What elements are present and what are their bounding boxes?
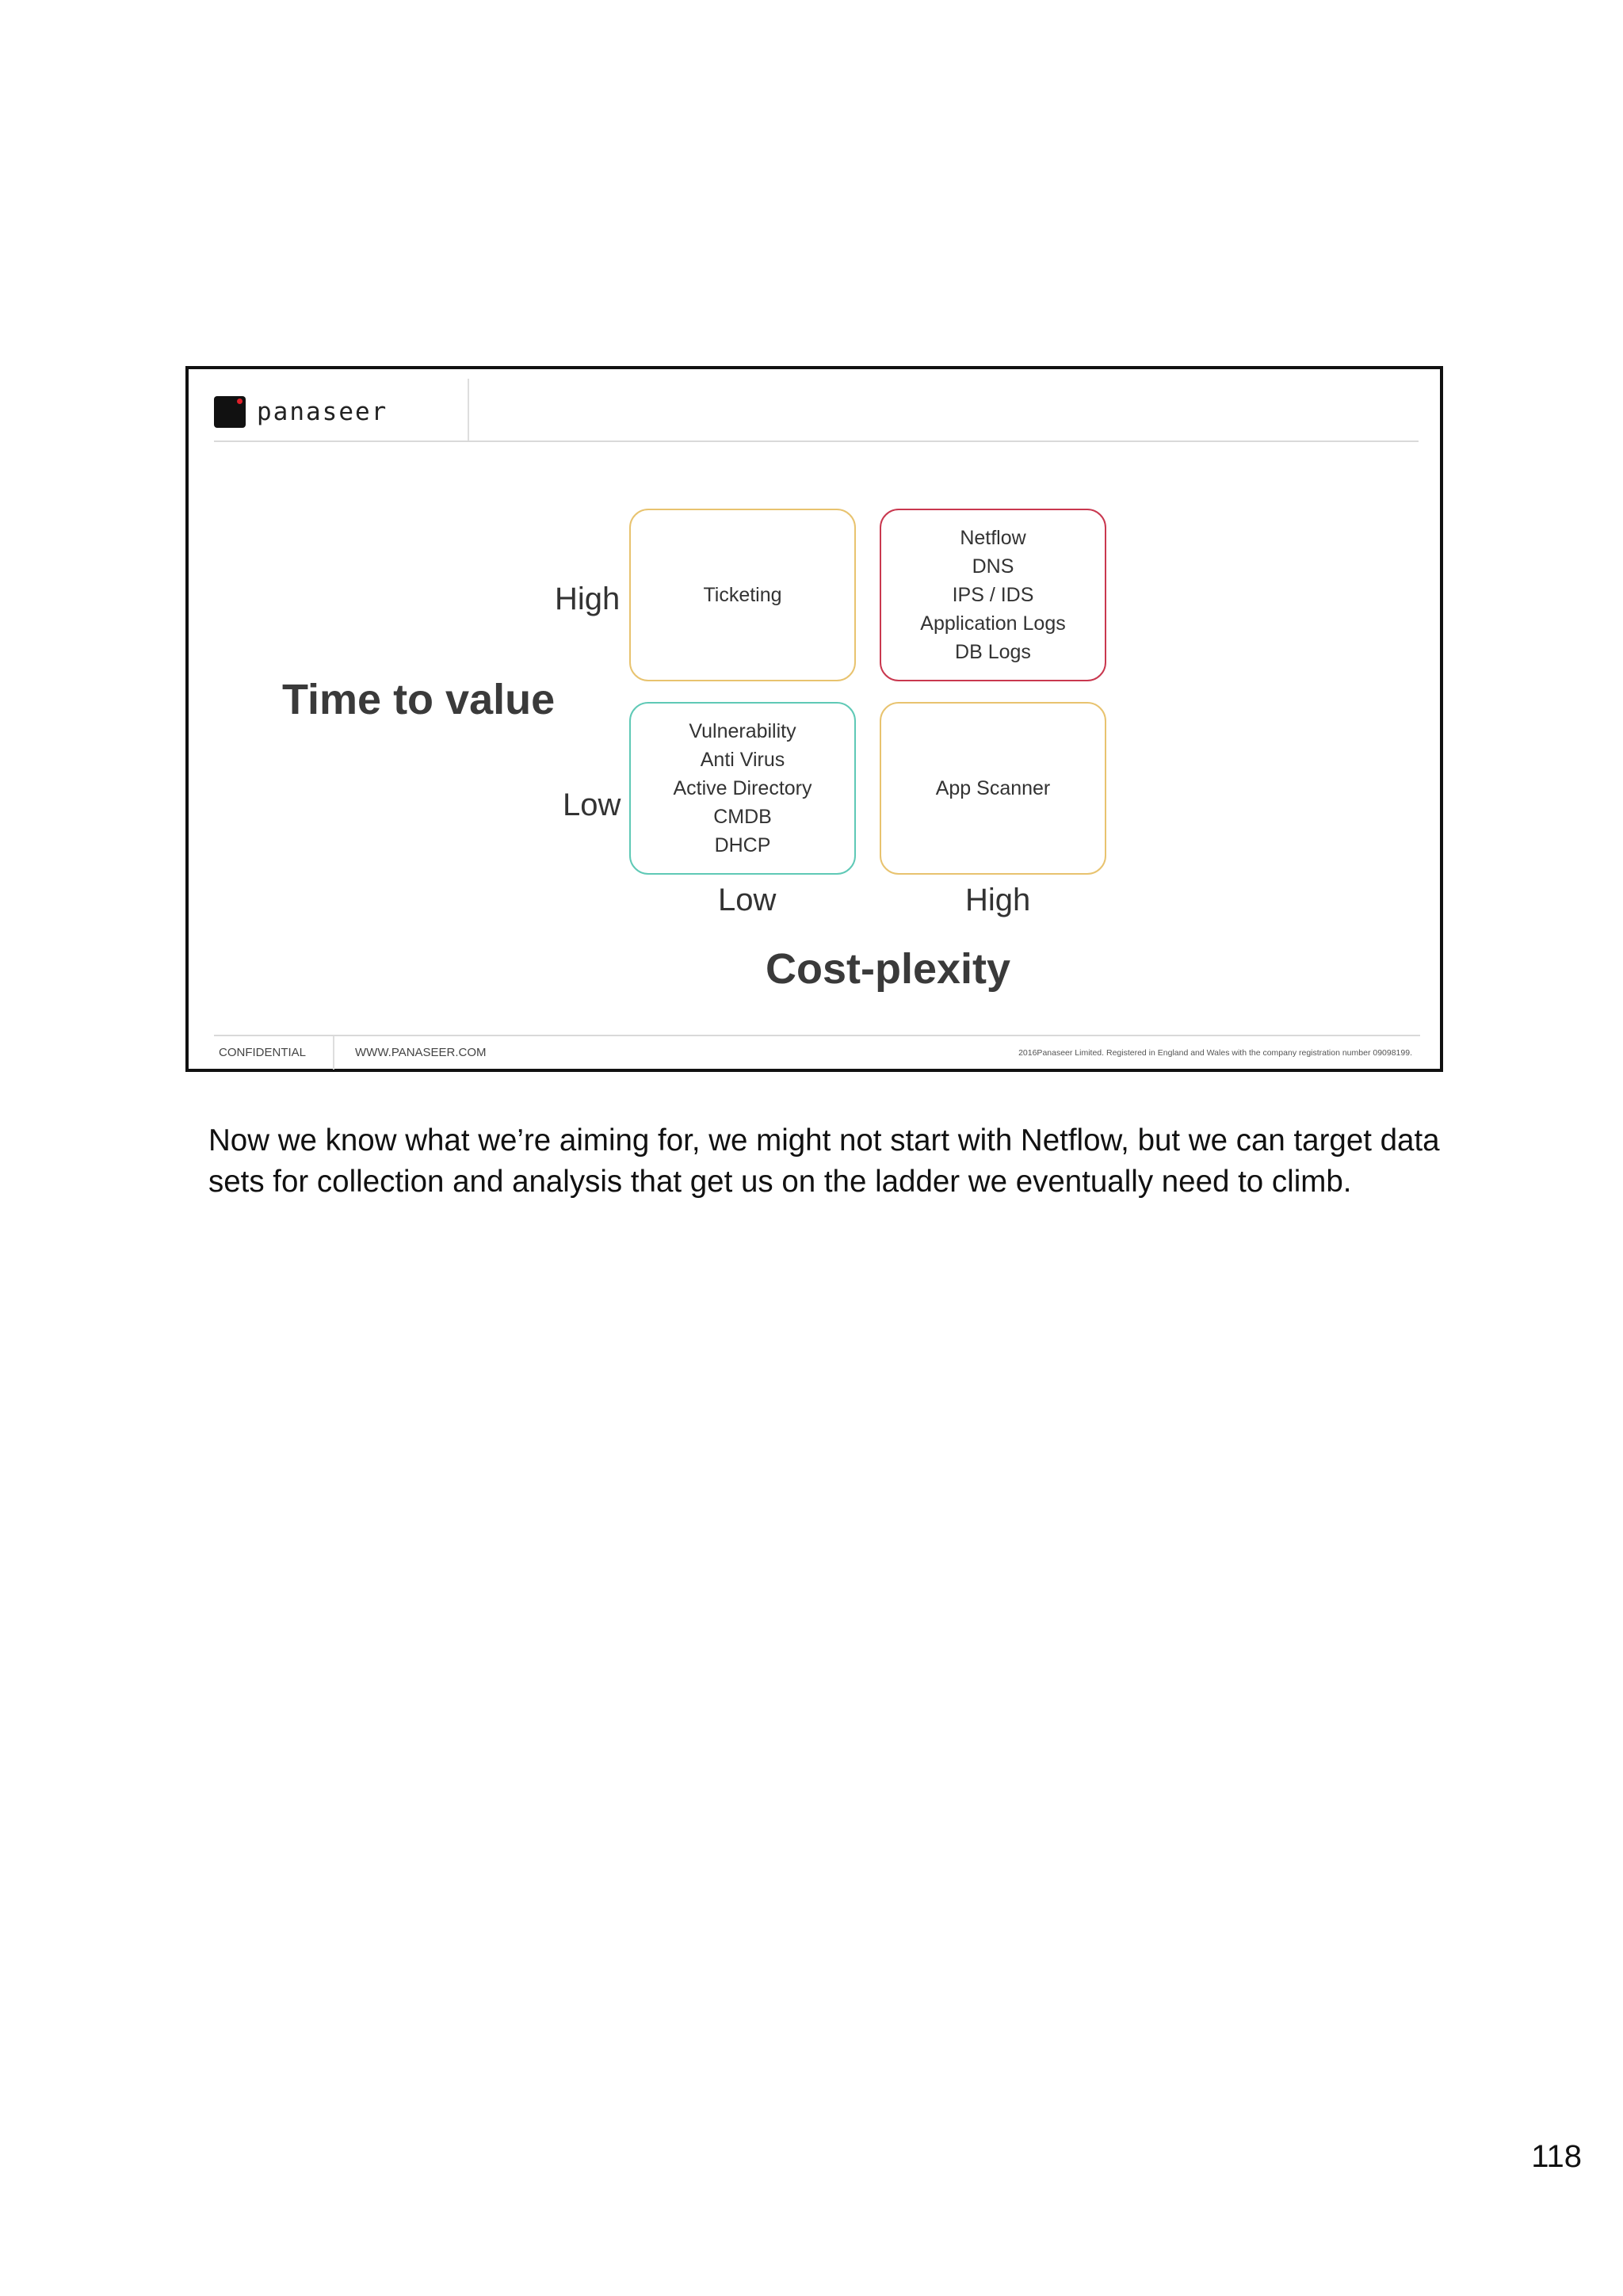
slide-footer bbox=[214, 1035, 1420, 1070]
quadrant-item: IPS / IDS bbox=[952, 584, 1034, 606]
quadrant-item: DB Logs bbox=[955, 641, 1031, 663]
quadrant-item: Active Directory bbox=[673, 777, 812, 799]
quadrant-item: Ticketing bbox=[703, 584, 782, 606]
quadrant-item: DHCP bbox=[714, 834, 771, 856]
quadrant-top-right bbox=[880, 509, 1106, 681]
quadrant-item: DNS bbox=[972, 555, 1014, 578]
header-divider bbox=[468, 379, 469, 441]
footer-legal-notice: 2016Panaseer Limited. Registered in England and Wales with the company registration number 09098199. bbox=[1018, 1048, 1412, 1058]
quadrant-bottom-right bbox=[880, 702, 1106, 875]
y-low-label: Low bbox=[563, 788, 621, 822]
footer-confidential: CONFIDENTIAL bbox=[219, 1046, 307, 1059]
quadrant-item: Anti Virus bbox=[700, 749, 785, 771]
page-number: 118 bbox=[1531, 2139, 1582, 2174]
quadrant-item: CMDB bbox=[713, 806, 772, 828]
quadrant-item: Netflow bbox=[960, 527, 1026, 549]
x-high-label: High bbox=[965, 883, 1031, 917]
logo-square-icon bbox=[214, 396, 246, 428]
quadrant-item: Application Logs bbox=[920, 612, 1066, 635]
x-low-label: Low bbox=[718, 883, 777, 917]
quadrant-top-left bbox=[629, 509, 856, 681]
footer-divider bbox=[333, 1036, 334, 1070]
quadrant-item: Vulnerability bbox=[689, 720, 796, 742]
quadrant-item: App Scanner bbox=[935, 777, 1051, 799]
y-high-label: High bbox=[555, 582, 621, 616]
y-axis-title: Time to value bbox=[282, 676, 556, 723]
logo-dot-icon bbox=[237, 399, 242, 404]
logo-text: panaseer bbox=[257, 398, 388, 426]
x-axis-title: Cost-plexity bbox=[766, 945, 1011, 993]
slide-image bbox=[185, 366, 1443, 1072]
footer-website: WWW.PANASEER.COM bbox=[355, 1046, 487, 1059]
quadrant-bottom-left bbox=[629, 702, 856, 875]
panaseer-logo bbox=[214, 388, 388, 436]
speaker-notes: Now we know what we’re aiming for, we might not start with Netflow, but we can target data sets for collection and analysis that get us on the ladder we eventually need to climb. bbox=[208, 1123, 1440, 1199]
slide-header bbox=[214, 377, 1419, 442]
